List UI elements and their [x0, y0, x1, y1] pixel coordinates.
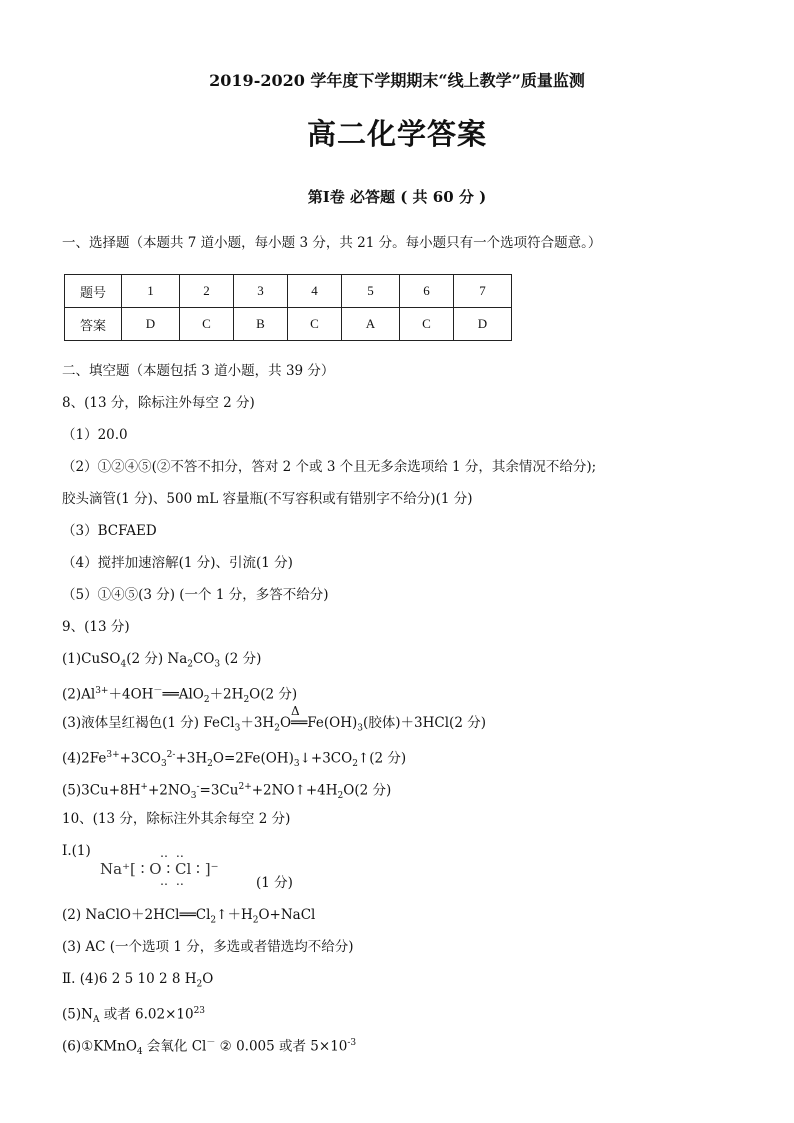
- answer-cell: C: [399, 308, 453, 341]
- answer-cell: D: [122, 308, 180, 341]
- row-label-answer: 答案: [65, 308, 122, 341]
- q10-part1-label: Ⅰ.(1): [62, 843, 91, 859]
- q9-answer-3: (3)液体呈红褐色(1 分) $FeCl_3+3H_2O$ Δ $══Fe(OH)_3$(胶体)＋3HCl(2 分): [62, 704, 486, 734]
- q8-answer-1: （1）20.0: [62, 427, 128, 443]
- q10-part1-score: (1 分): [256, 875, 293, 891]
- q8-answer-2b: 胶头滴管(1 分)、500 mL 容量瓶(不写容积或有错别字不给分)(1 分): [62, 491, 473, 507]
- q9-title: 9、(13 分): [62, 619, 130, 635]
- q8-answer-2: （2）①②④⑤(②不答不扣分，答对 2 个或 3 个且无多余选项给 1 分，其余情况不给分);: [62, 459, 597, 475]
- q9-answer-2: $(2)Al^{3+}+4OH^-══AlO_2+2H_2O(2$ 分): [62, 686, 298, 706]
- answer-cell: D: [453, 308, 511, 341]
- answer-cell: C: [287, 308, 341, 341]
- q10-answer-5: $(5)N_A$ 或者 $6.02\times 10^{23}$: [62, 1006, 206, 1026]
- heat-symbol: Δ: [291, 704, 300, 718]
- electron-dots-top: ‥ ‥: [160, 846, 186, 860]
- q8-answer-3: （3）BCFAED: [62, 523, 157, 539]
- q10-title: 10、(13 分，除标注外其余每空 2 分): [62, 811, 291, 827]
- q9-answer-4: $(4)2Fe^{3+}+3CO_3^{2-}+3H_2O=2Fe(OH)_3↓+3CO_2↑(2$ 分): [62, 750, 407, 770]
- answer-table: [64, 274, 512, 341]
- table-row: [65, 275, 512, 308]
- part2-heading: 二、填空题（本题包括 3 道小题，共 39 分）: [62, 363, 335, 379]
- answer-cell: B: [233, 308, 287, 341]
- question-number: 5: [341, 275, 399, 308]
- electron-dots-bottom: ‥ ‥: [160, 874, 186, 888]
- q8-answer-5: （5）①④⑤(3 分) (一个 1 分，多答不给分): [62, 587, 329, 603]
- q10-answer-4: Ⅱ. (4)6 2 5 10 2 8 $H_2O$: [62, 971, 214, 990]
- q10-answer-6: (6)①KMnO$_4$ 会氧化 Cl－ ② 0.005 或者 $5\times 10^{-3}$: [62, 1038, 357, 1058]
- question-number: 2: [180, 275, 234, 308]
- q8-answer-4: （4）搅拌加速溶解(1 分)、引流(1 分): [62, 555, 293, 571]
- exam-header: 2019-2020 学年度下学期期末“线上教学”质量监测: [209, 71, 585, 90]
- q9-answer-5: $(5)3Cu+8H^++2NO_3^-=3Cu^{2+}+2NO↑+4H_2O(2$ 分): [62, 782, 392, 802]
- q8-title: 8、(13 分，除标注外每空 2 分): [62, 395, 255, 411]
- question-number: 1: [122, 275, 180, 308]
- question-number: 4: [287, 275, 341, 308]
- question-number: 7: [453, 275, 511, 308]
- page-title: 高二化学答案: [306, 117, 487, 151]
- electron-formula: Na⁺[ ∶ O ∶ Cl ∶ ]⁻: [100, 860, 219, 878]
- answer-cell: A: [341, 308, 399, 341]
- q10-answer-3: (3) AC (一个选项 1 分，多选或者错选均不给分): [62, 939, 354, 955]
- part1-heading: 一、选择题（本题共 7 道小题，每小题 3 分，共 21 分。每小题只有一个选项符合题意。）: [62, 235, 602, 251]
- table-row: [65, 308, 512, 341]
- question-number: 6: [399, 275, 453, 308]
- question-number: 3: [233, 275, 287, 308]
- row-label-number: 题号: [65, 275, 122, 308]
- q9-answer-1: (1)CuSO$_4$(2 分) $Na_2CO_3$ (2 分): [62, 651, 262, 670]
- answer-cell: C: [180, 308, 234, 341]
- q10-answer-2: (2) $NaClO+2HCl══Cl_2↑+H_2O+NaCl$: [62, 907, 316, 926]
- section-title: 第Ⅰ卷 必答题 ( 共 60 分 ): [307, 188, 487, 206]
